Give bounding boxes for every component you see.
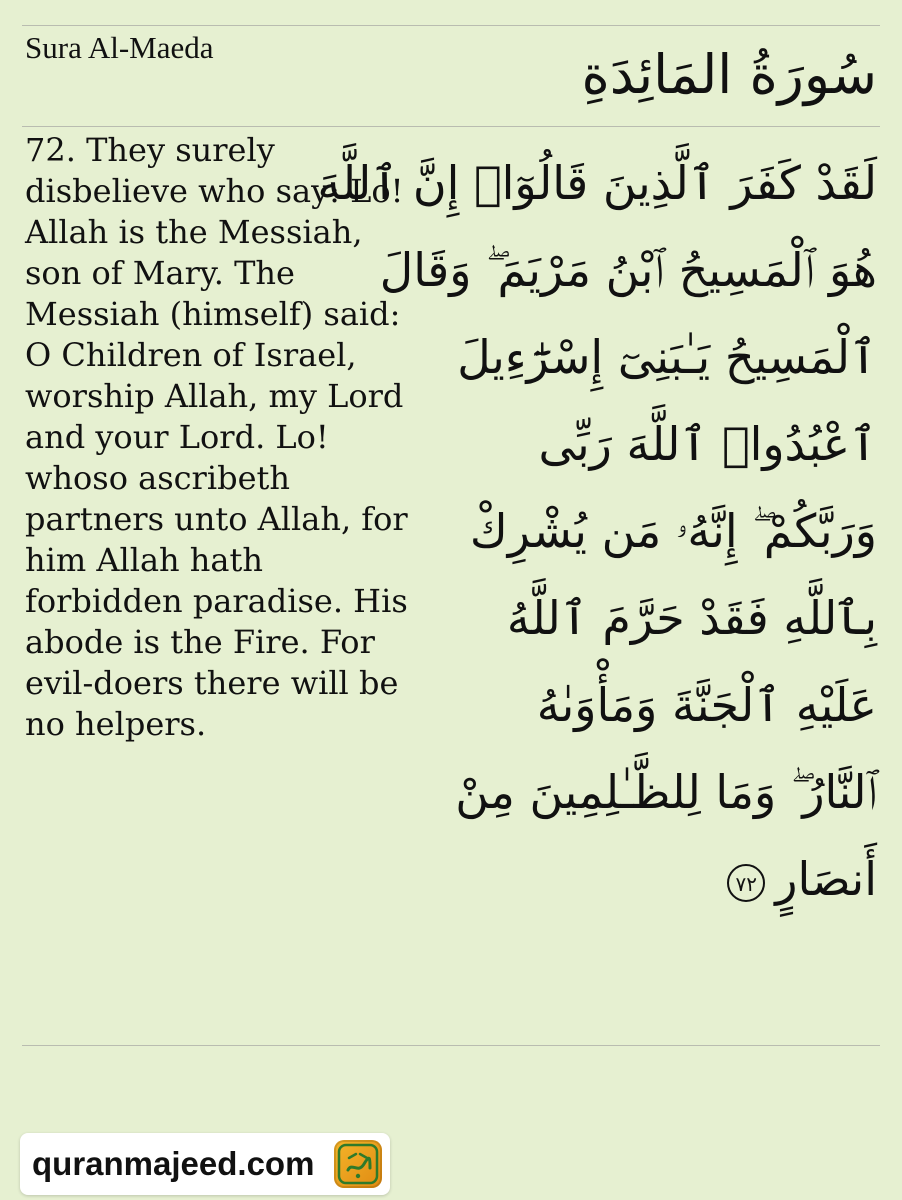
branding-site-text: quranmajeed.com (32, 1145, 315, 1182)
bottom-divider (22, 1045, 880, 1046)
arabic-verse-line: لَقَدْ كَفَرَ ٱلَّذِينَ قَالُوٓا۟ إِنَّ ٱللَّهَ (317, 156, 877, 210)
arabic-verse-line: هُوَ ٱلْمَسِيحُ ٱبْنُ مَرْيَمَ ۖ وَقَالَ (379, 243, 877, 297)
arabic-verse-last-line (437, 836, 877, 923)
header-divider (22, 126, 880, 127)
arabic-verse-line: ٱلنَّارُ ۖ وَمَا لِلظَّـٰلِمِينَ مِنْ (455, 765, 877, 819)
quran-logo-graphic (334, 1140, 382, 1188)
sura-arabic-name: سُورَةُ المَائِدَةِ (581, 43, 877, 106)
arabic-verse-line-text: أَنصَارٍ (775, 852, 877, 906)
verse-number-marker: ٧٢ (727, 864, 765, 902)
sura-title: Sura Al-Maeda (25, 30, 214, 65)
verse-translation: 72. They surely disbelieve who say: Lo! Allah is the Messiah, son of Mary. The Messiah (himself) said: O Children of Israel, worship Allah, my Lord and your Lord. Lo! whoso ascribeth partners unto Allah, for him Allah hath forbidden paradise. His abode is the Fire. For evil-doers there will be no helpers. (25, 131, 408, 743)
arabic-verse-line: ٱلْمَسِيحُ يَـٰبَنِىٓ إِسْرَٰٓءِيلَ (457, 330, 877, 384)
arabic-verse-line: عَلَيْهِ ٱلْجَنَّةَ وَمَأْوَىٰهُ (536, 678, 877, 732)
arabic-verse (317, 140, 877, 923)
arabic-verse-line: بِٱللَّهِ فَقَدْ حَرَّمَ ٱللَّهُ (506, 591, 877, 645)
arabic-verse-line: ٱعْبُدُوا۟ ٱللَّهَ رَبِّى (538, 417, 877, 471)
branding-badge[interactable] (20, 1133, 390, 1195)
top-divider (22, 25, 880, 26)
quran-majeed-logo-icon (334, 1140, 382, 1188)
arabic-verse-line: وَرَبَّكُمْ ۖ إِنَّهُۥ مَن يُشْرِكْ (469, 504, 877, 558)
